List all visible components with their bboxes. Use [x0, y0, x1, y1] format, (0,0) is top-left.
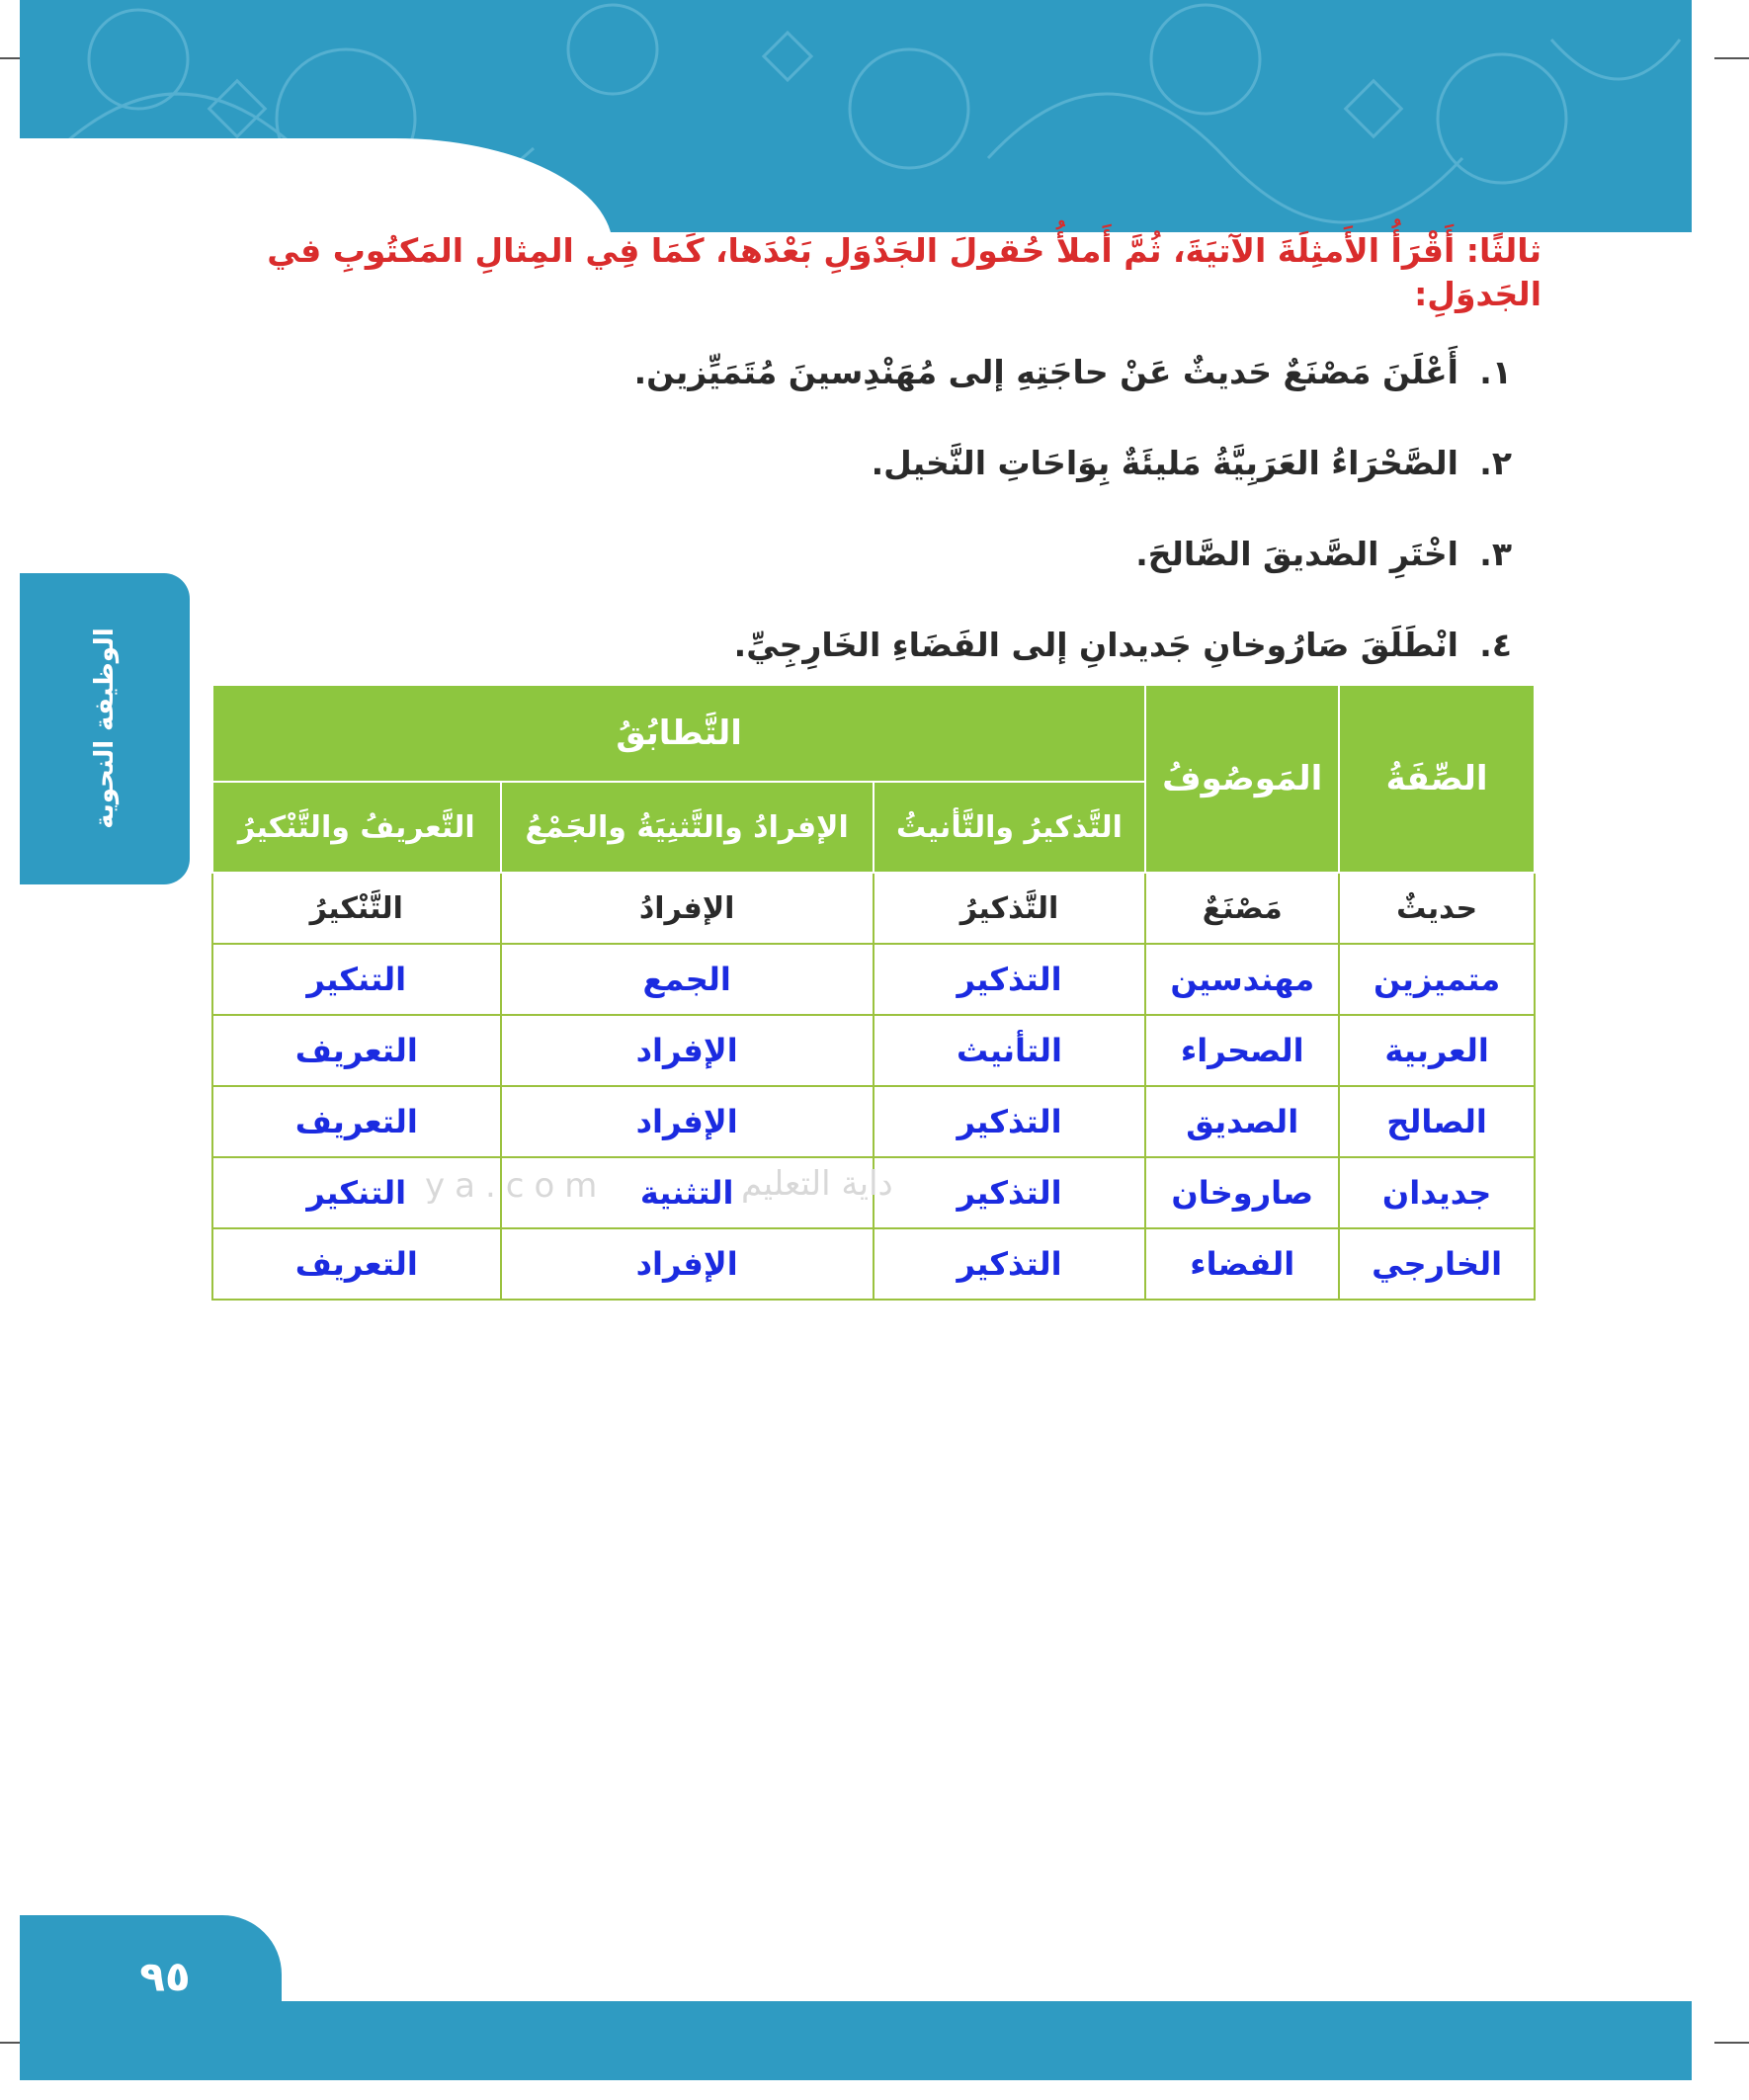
- header-definiteness: التَّعريفُ والتَّنْكيرُ: [212, 782, 501, 873]
- cell-number: الجمع: [501, 944, 874, 1015]
- cell-gender: التذكير: [874, 1228, 1146, 1300]
- example-text: أَعْلَنَ مَصْنَعٌ حَديثٌ عَنْ حاجَتِهِ إلى مُهَنْدِسينَ مُتَمَيِّزين.: [633, 352, 1458, 391]
- example-text: الصَّحْرَاءُ العَرَبِيَّةُ مَليئَةٌ بِوَاحَاتِ النَّخيل.: [871, 443, 1458, 482]
- examples-list: [326, 326, 1512, 690]
- cell-gender: التذكير: [874, 1086, 1146, 1157]
- example-number: ٣.: [1479, 534, 1512, 573]
- header-sifa: الصِّفَةُ: [1339, 685, 1535, 873]
- cell-mawsuf: الصحراء: [1145, 1015, 1339, 1086]
- example-text: اخْتَرِ الصَّديقَ الصَّالحَ.: [1135, 534, 1458, 573]
- cell-gender: التذكير: [874, 944, 1146, 1015]
- table-row-example: [212, 873, 1535, 944]
- cell-definiteness: التنكير: [212, 1157, 501, 1228]
- cell-number: الإفرادُ: [501, 873, 874, 944]
- example-item: [326, 599, 1512, 690]
- cell-definiteness: التعريف: [212, 1228, 501, 1300]
- cell-number: التثنية: [501, 1157, 874, 1228]
- cell-definiteness: التنكير: [212, 944, 501, 1015]
- header-number: الإفرادُ والتَّثنِيَةُ والجَمْعُ: [501, 782, 874, 873]
- cell-sifa: جديدان: [1339, 1157, 1535, 1228]
- cell-mawsuf: مَصْنَعٌ: [1145, 873, 1339, 944]
- crop-mark: [1714, 57, 1749, 59]
- cell-sifa: الخارجي: [1339, 1228, 1535, 1300]
- cell-mawsuf: مهندسين: [1145, 944, 1339, 1015]
- crop-mark: [1714, 2042, 1749, 2044]
- example-number: ٤.: [1479, 625, 1512, 664]
- side-tab-label: الوظيفة النحوية: [90, 628, 120, 829]
- header-gender: التَّذكيرُ والتَّأنيثُ: [874, 782, 1146, 873]
- cell-gender: التأنيث: [874, 1015, 1146, 1086]
- example-item: [326, 326, 1512, 417]
- cell-definiteness: التعريف: [212, 1015, 501, 1086]
- cell-definiteness: التَّنْكيرُ: [212, 873, 501, 944]
- cell-gender: التَّذكيرُ: [874, 873, 1146, 944]
- watermark-arabic: داية التعليم: [741, 1164, 893, 1204]
- header-mawsuf: المَوصُوفُ: [1145, 685, 1339, 873]
- example-text: انْطَلَقَ صَارُوخانِ جَديدانِ إلى الفَضَاءِ الخَارِجِيِّ.: [733, 625, 1458, 664]
- cell-number: الإفراد: [501, 1086, 874, 1157]
- example-number: ١.: [1479, 352, 1512, 391]
- table-row: [212, 944, 1535, 1015]
- watermark-latin: ya.com: [425, 1166, 608, 1206]
- cell-sifa: حديثٌ: [1339, 873, 1535, 944]
- agreement-table: [211, 684, 1536, 1301]
- cell-definiteness: التعريف: [212, 1086, 501, 1157]
- cell-number: الإفراد: [501, 1015, 874, 1086]
- cell-sifa: متميزين: [1339, 944, 1535, 1015]
- instruction-heading: ثالثًا: أَقْرَأُ الأَمثِلَةَ الآتيَةَ، ثُمَّ أَملأُ حُقولَ الجَدْوَلِ بَعْدَها، كَمَا فِي المِثالِ المَكتُوبِ في الجَدوَلِ:: [267, 231, 1541, 313]
- header-tatabuq: التَّطابُقُ: [212, 685, 1145, 782]
- example-number: ٢.: [1479, 443, 1512, 482]
- page-number: ٩٥: [139, 1952, 191, 2001]
- cell-mawsuf: صاروخان: [1145, 1157, 1339, 1228]
- crop-mark: [0, 2042, 20, 2044]
- cell-mawsuf: الفضاء: [1145, 1228, 1339, 1300]
- example-item: [326, 508, 1512, 599]
- cell-number: الإفراد: [501, 1228, 874, 1300]
- table-row: [212, 1228, 1535, 1300]
- crop-mark: [0, 57, 20, 59]
- cell-sifa: الصالح: [1339, 1086, 1535, 1157]
- cell-gender: التذكير: [874, 1157, 1146, 1228]
- cell-sifa: العربية: [1339, 1015, 1535, 1086]
- table-row: [212, 1086, 1535, 1157]
- cell-mawsuf: الصديق: [1145, 1086, 1339, 1157]
- example-item: [326, 417, 1512, 508]
- table-row: [212, 1015, 1535, 1086]
